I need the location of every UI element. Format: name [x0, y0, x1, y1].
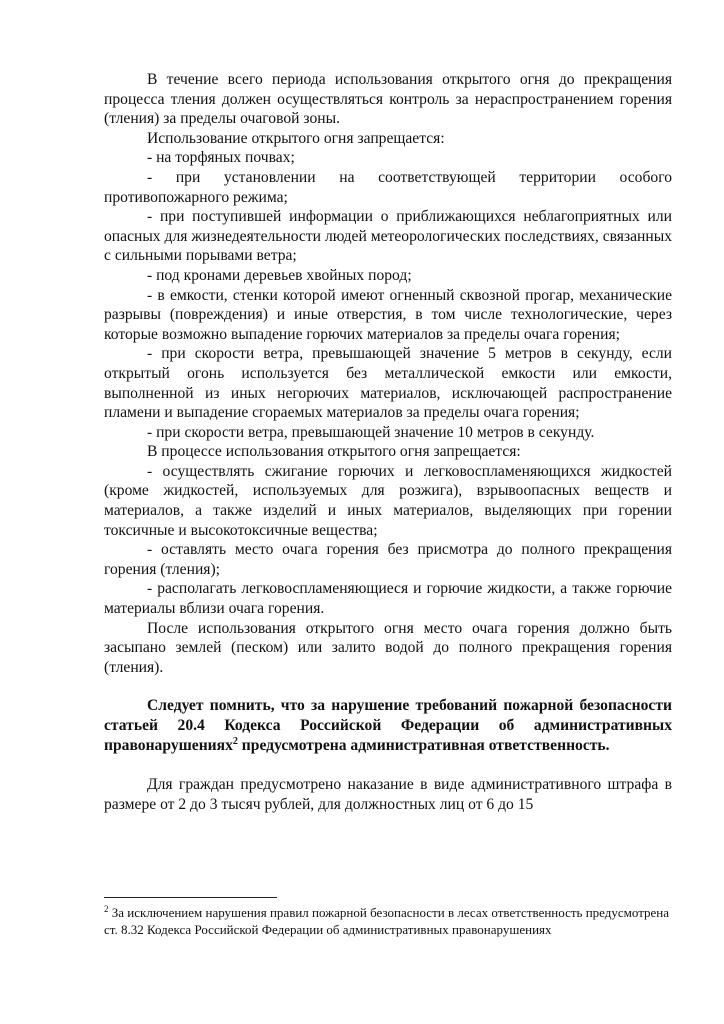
list-item-liquids-near-fire: - располагать легковоспламеняющиеся и горючие жидкости, а также горючие материалы вблизи очага горения. — [104, 580, 672, 618]
footnote — [104, 905, 672, 938]
footnote-marker: 2 — [104, 904, 109, 914]
list-item-wind-10ms: - при скорости ветра, превышающей значение 10 метров в секунду. — [147, 423, 595, 441]
warning-text-end: предусмотрена административная ответственность. — [237, 736, 610, 754]
footnote-reference: 2 — [232, 735, 238, 747]
footnote-divider — [104, 897, 277, 898]
list-item-peat-soils: - на торфяных почвах; — [147, 149, 295, 167]
list-item-unattended-fire: - оставлять место очага горения без присмотра до полного прекращения горения (тления); — [104, 541, 672, 578]
warning-text-start: Следует помнить, что за нарушение требований пожарной безопасности статьей 20.4 Кодекса Российской Федерации об административных правонарушениях — [104, 697, 672, 754]
list-item-weather-warning: - при поступившей информации о приближающихся неблагоприятных или опасных для жизнедеятельности людей метеорологических последствиях, связанных с сильными порывами ветра; — [104, 208, 672, 265]
document-page — [104, 70, 672, 814]
footnote-text: За исключением нарушения правил пожарной безопасности в лесах ответственность предусмотрена ст. 8.32 Кодекса Российской Федерации об административных правонарушениях — [104, 905, 670, 937]
paragraph-after-use: После использования открытого огня место очага горения должно быть засыпано землей (песком) или залито водой до полного прекращения горения (тления). — [104, 619, 672, 676]
list-item-flammable-liquids: - осуществлять сжигание горючих и легковоспламеняющихся жидкостей (кроме жидкостей, используемых для розжига), взрывоопасных веществ и материалов, а также изделий и иных материалов, выделяющих при горении токсичные и высокотоксичные вещества; — [104, 462, 672, 539]
paragraph-fire-control: В течение всего периода использования открытого огня до прекращения процесса тления должен осуществляться контроль за нераспространением горения (тления) за пределы очаговой зоны. — [104, 71, 672, 128]
list-item-special-fire-regime: - при установлении на соответствующей территории особого противопожарного режима; — [104, 168, 672, 206]
warning-paragraph — [104, 696, 672, 755]
list-item-damaged-container: - в емкости, стенки которой имеют огненный сквозной прогар, механические разрывы (повреждения) и иные отверстия, в том числе технологические, через которые возможно выпадение горючих материалов за пределы очага горения; — [104, 286, 672, 343]
paragraph-penalties: Для граждан предусмотрено наказание в виде административного штрафа в размере от 2 до 3 тысяч рублей, для должностных лиц от 6 до 15 — [104, 776, 672, 813]
paragraph-during-use-intro: В процессе использования открытого огня запрещается: — [147, 443, 521, 461]
list-item-wind-5ms: - при скорости ветра, превышающей значение 5 метров в секунду, если открытый огонь используется без металлической емкости или емкости, выполненной из иных негорючих материалов, исключающей распространение пламени и выпадение сгораемых материалов за пределы очага горения; — [104, 345, 672, 422]
list-item-conifer-crowns: - под кронами деревьев хвойных пород; — [147, 266, 412, 284]
paragraph-prohibited-intro: Использование открытого огня запрещается: — [147, 129, 445, 147]
